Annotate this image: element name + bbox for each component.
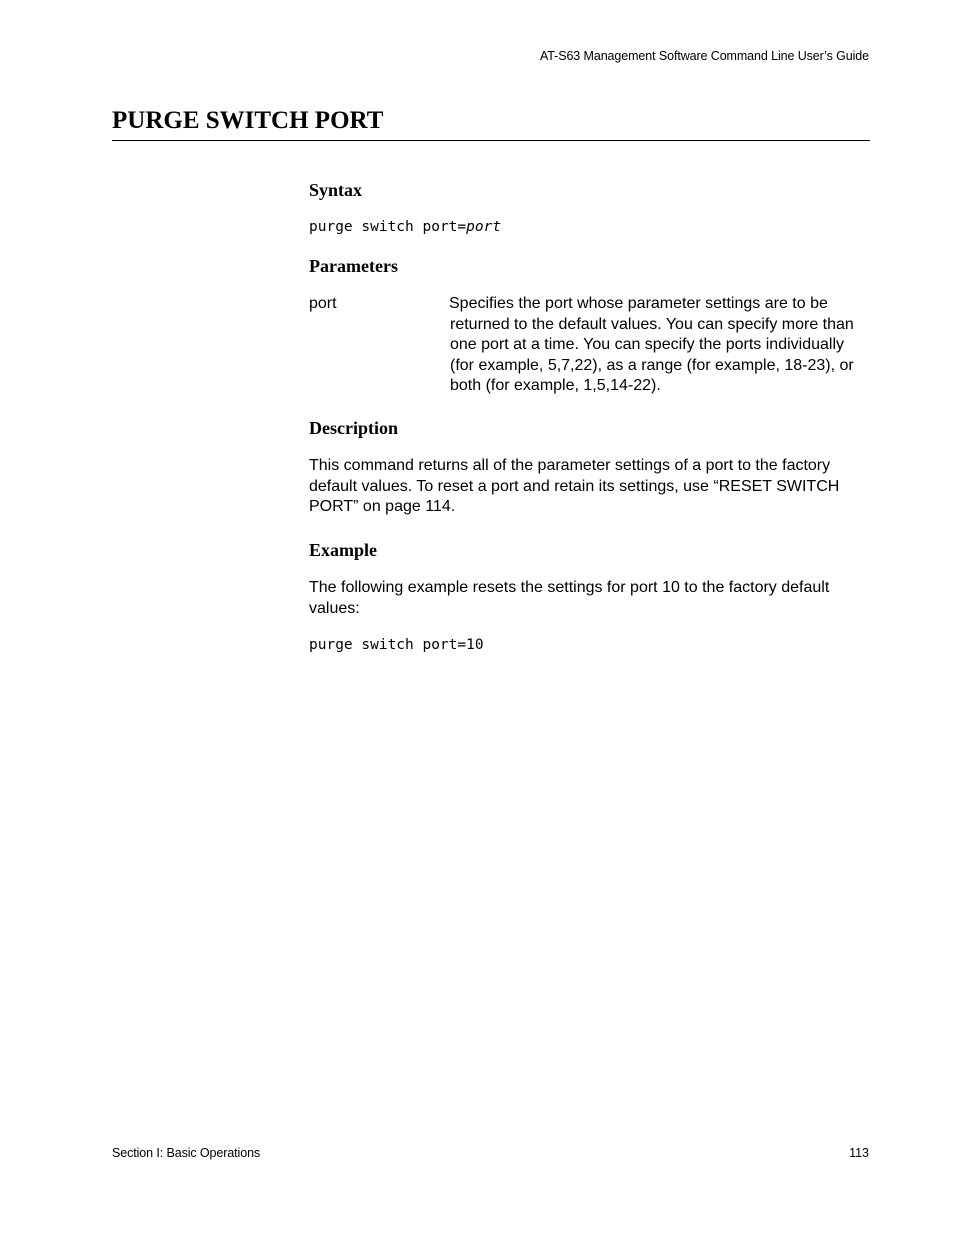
footer-section: Section I: Basic Operations: [112, 1146, 261, 1160]
title-divider: [112, 140, 870, 141]
page-title: PURGE SWITCH PORT: [112, 107, 384, 134]
description-heading: Description: [309, 418, 398, 438]
parameter-description: Specifies the port whose parameter settings are to be returned to the default values. You can specify more than one port at a time. You can specify the ports individually (for example, 5,7,22), as a range (for example, 18-23), or both (for example, 1,5,14-22).: [449, 295, 854, 394]
parameters-heading: Parameters: [309, 256, 398, 276]
syntax-command-arg: port: [466, 219, 502, 235]
syntax-command: [309, 218, 501, 236]
syntax-command-prefix: purge switch port=: [309, 219, 467, 235]
running-header: AT-S63 Management Software Command Line User’s Guide: [540, 49, 869, 63]
description-text: This command returns all of the parameter settings of a port to the factory default values. To reset a port and retain its settings, use “RESET SWITCH PORT” on page 114.: [309, 457, 840, 515]
syntax-heading: Syntax: [309, 180, 363, 200]
example-heading: Example: [309, 540, 378, 560]
example-command: purge switch port=10: [309, 637, 484, 653]
footer-page-number: 113: [849, 1146, 869, 1160]
example-text: The following example resets the settings for port 10 to the factory default values:: [309, 579, 830, 617]
parameter-name: port: [309, 295, 337, 312]
